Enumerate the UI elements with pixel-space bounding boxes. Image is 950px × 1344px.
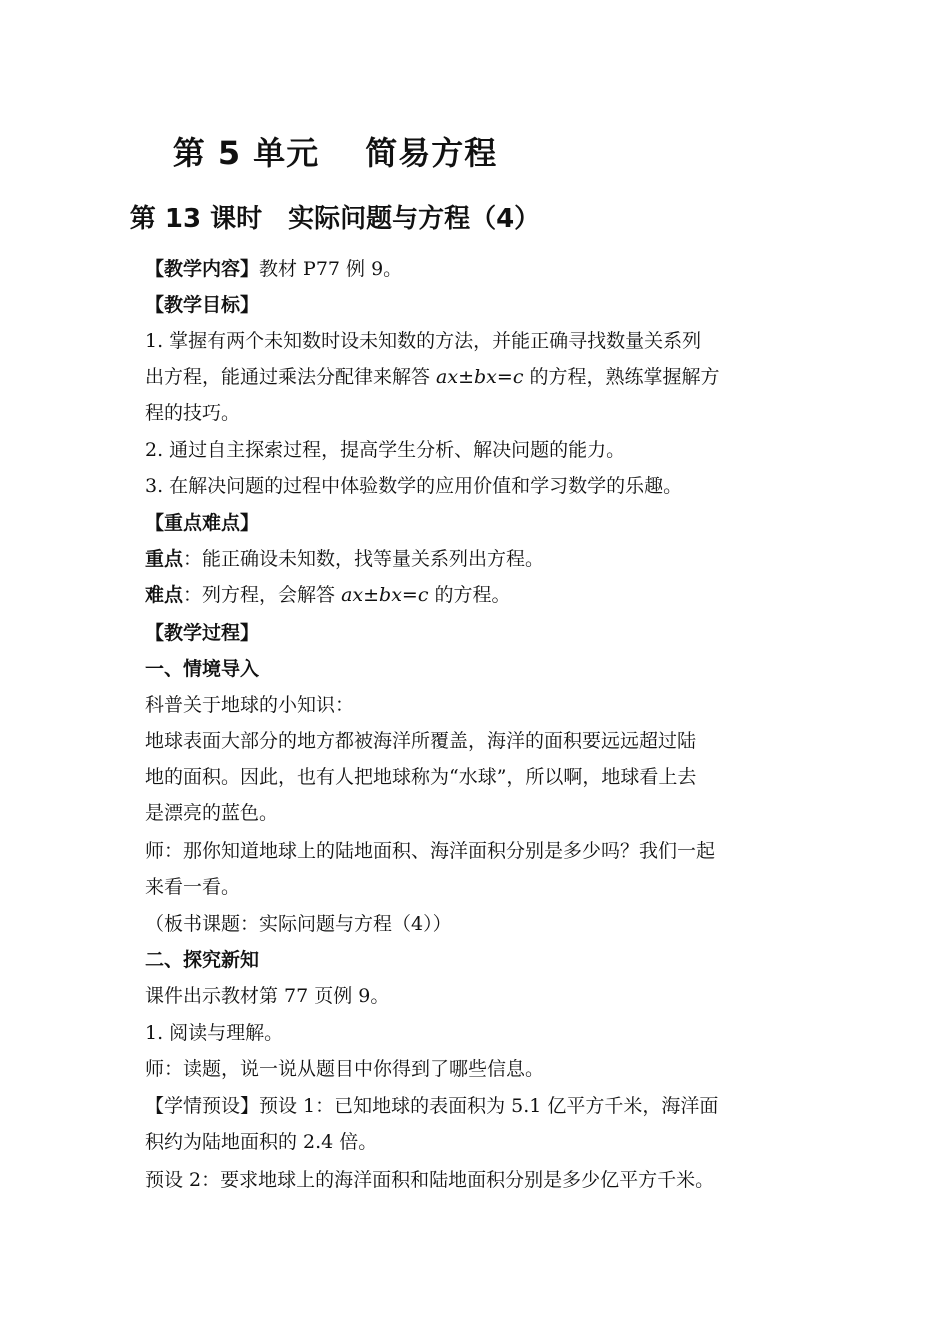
goal-1-line-3: 程的技巧。 [145, 402, 241, 424]
paragraph-6: 1. 阅读与理解。 [145, 1022, 284, 1044]
key-point-label: 重点 [145, 548, 184, 570]
goal-1-text-b: 的方程，熟练掌握解方 [523, 366, 720, 388]
lesson-title [0, 198, 670, 235]
paragraph-1: 科普关于地球的小知识： [145, 694, 355, 716]
math-bx: bx [474, 366, 497, 388]
goal-1-text-a: 出方程，能通过乘法分配律来解答 [145, 366, 437, 388]
paragraph-5: 课件出示教材第 77 页例 9。 [145, 985, 390, 1007]
teaching-process-heading: 【教学过程】 [145, 622, 260, 644]
math-bx: bx [379, 584, 402, 606]
paragraph-3-line-2: 来看一看。 [145, 876, 241, 898]
teaching-content-label: 【教学内容】 [145, 258, 260, 280]
paragraph-7: 师：读题，说一说从题目中你得到了哪些信息。 [145, 1058, 545, 1080]
goal-3: 3. 在解决问题的过程中体验数学的应用价值和学习数学的乐趣。 [145, 475, 683, 497]
paragraph-4: （板书课题：实际问题与方程（4）） [145, 913, 452, 935]
math-c: c [512, 366, 524, 388]
teaching-content-line [145, 251, 815, 287]
paragraph-3-line-1: 师：那你知道地球上的陆地面积、海洋面积分别是多少吗？我们一起 [145, 840, 716, 862]
lesson-name: 实际问题与方程（4） [288, 204, 541, 234]
paragraph-2-line-3: 是漂亮的蓝色。 [145, 802, 279, 824]
key-point-text: ：能正确设未知数，找等量关系列出方程。 [183, 548, 545, 570]
teaching-content-text: 教材 P77 例 9。 [259, 258, 403, 280]
math-ax: ax [436, 366, 459, 388]
paragraph-9: 预设 2：要求地球上的海洋面积和陆地面积分别是多少亿平方千米。 [145, 1169, 715, 1191]
math-equals: = [496, 366, 513, 388]
paragraph-2-line-1: 地球表面大部分的地方都被海洋所覆盖，海洋的面积要远远超过陆 [145, 730, 697, 752]
math-plusminus: ± [458, 366, 475, 388]
unit-title [0, 128, 670, 174]
difficulty-line [145, 577, 815, 613]
math-ax: ax [341, 584, 364, 606]
unit-name: 简易方程 [365, 134, 498, 172]
key-difficulty-heading: 【重点难点】 [145, 512, 260, 534]
goal-1-line-1: 1. 掌握有两个未知数时设未知数的方法，并能正确寻找数量关系列 [145, 330, 702, 352]
goal-2: 2. 通过自主探索过程，提高学生分析、解决问题的能力。 [145, 439, 626, 461]
math-plusminus: ± [363, 584, 380, 606]
section-2-heading: 二、探究新知 [145, 949, 260, 971]
paragraph-2-line-2: 地的面积。因此，也有人把地球称为“水球”，所以啊，地球看上去 [145, 766, 697, 788]
difficulty-text-a: ：列方程，会解答 [183, 584, 342, 606]
difficulty-label: 难点 [145, 584, 184, 606]
key-point-line [145, 541, 815, 577]
paragraph-8-line-2: 积约为陆地面积的 2.4 倍。 [145, 1131, 378, 1153]
lesson-number: 第 13 课时 [129, 204, 263, 234]
section-1-heading: 一、情境导入 [145, 658, 260, 680]
math-c: c [417, 584, 429, 606]
difficulty-text-b: 的方程。 [428, 584, 511, 606]
unit-number: 第 5 单元 [172, 134, 320, 172]
goal-1-line-2 [145, 359, 815, 395]
math-equals: = [401, 584, 418, 606]
paragraph-8-line-1: 【学情预设】预设 1：已知地球的表面积为 5.1 亿平方千米，海洋面 [145, 1095, 719, 1117]
teaching-goal-heading: 【教学目标】 [145, 294, 260, 316]
